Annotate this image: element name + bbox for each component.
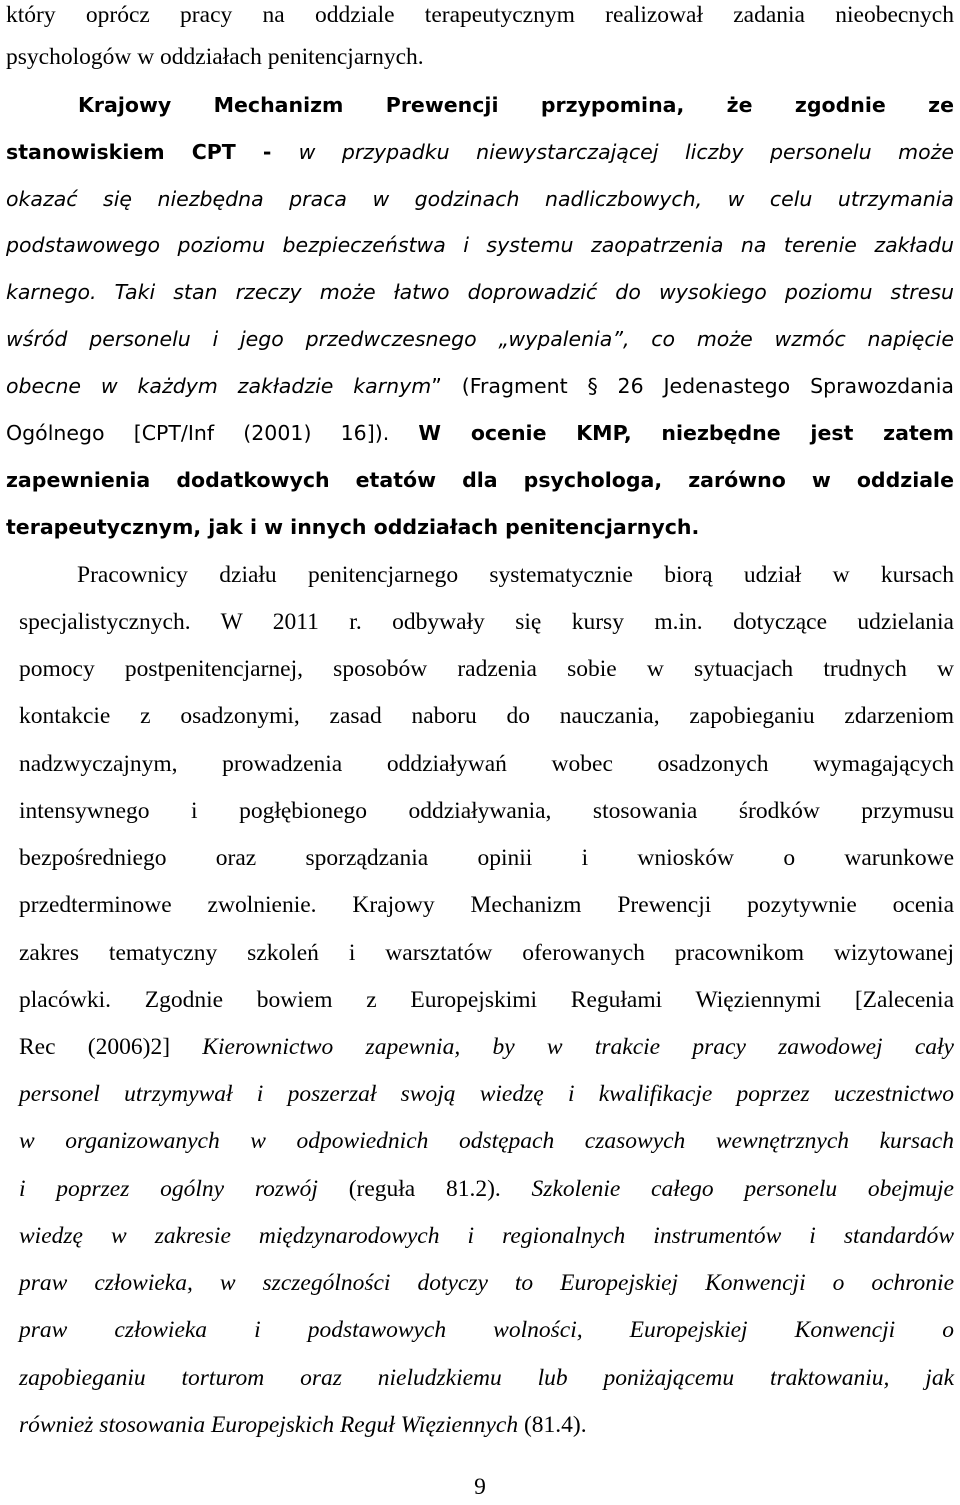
paragraph3-line19 bbox=[19, 1410, 954, 1440]
paragraph2-line7-regular: ” (Fragment § 26 Jedenastego Sprawozdania bbox=[431, 374, 954, 398]
paragraph2-line4: podstawowego poziomu bezpieczeństwa i systemu zaopatrzenia na terenie zakładu bbox=[6, 233, 954, 257]
page-number: 9 bbox=[474, 1474, 486, 1500]
paragraph3-line11 bbox=[19, 1032, 954, 1062]
paragraph3-line11-italic: Kierownictwo zapewnia, by w trakcie pracy zawodowej cały bbox=[202, 1034, 954, 1060]
paragraph3-line4: kontakcie z osadzonymi, zasad naboru do nauczania, zapobieganiu zdarzeniom bbox=[19, 703, 954, 729]
paragraph3-line17: praw człowieka i podstawowych wolności, Europejskiej Konwencji o bbox=[19, 1317, 954, 1343]
paragraph3-line3: pomocy postpenitencjarnej, sposobów radzenia sobie w sytuacjach trudnych w bbox=[19, 656, 954, 682]
paragraph3-line7: bezpośredniego oraz sporządzania opinii i wniosków o warunkowe bbox=[19, 845, 954, 871]
paragraph2-line2-italic: w przypadku niewystarczającej liczby personelu może bbox=[298, 140, 955, 164]
paragraph2-line3: okazać się niezbędna praca w godzinach nadliczbowych, w celu utrzymania bbox=[6, 187, 954, 211]
paragraph2-line9: zapewnienia dodatkowych etatów dla psychologa, zarówno w oddziale bbox=[6, 468, 954, 492]
paragraph2-line2 bbox=[6, 137, 954, 167]
paragraph1-line1: który oprócz pracy na oddziale terapeutycznym realizował zadania nieobecnych bbox=[6, 2, 954, 28]
paragraph3-line14-regular: (reguła 81.2). bbox=[317, 1176, 532, 1202]
paragraph3-line15: wiedzę w zakresie międzynarodowych i regionalnych instrumentów i standardów bbox=[19, 1223, 954, 1249]
paragraph3-line11-regular: Rec (2006)2] bbox=[19, 1034, 203, 1060]
paragraph2-line2-bold: stanowiskiem CPT - bbox=[6, 140, 299, 164]
paragraph3-line8: przedterminowe zwolnienie. Krajowy Mechanizm Prewencji pozytywnie ocenia bbox=[19, 892, 954, 918]
paragraph3-line1: Pracownicy działu penitencjarnego systematycznie biorą udział w kursach bbox=[77, 562, 954, 588]
paragraph3-line18: zapobieganiu torturom oraz nieludzkiemu lub poniżającemu traktowaniu, jak bbox=[19, 1365, 954, 1391]
paragraph3-line14-italic: i poprzez ogólny rozwój bbox=[19, 1176, 318, 1202]
paragraph2-line7 bbox=[6, 371, 954, 401]
paragraph3-line13: w organizowanych w odpowiednich odstępach czasowych wewnętrznych kursach bbox=[19, 1128, 954, 1154]
paragraph3-line14 bbox=[19, 1174, 954, 1204]
paragraph2-line8-bold: W ocenie KMP, niezbędne jest zatem bbox=[418, 421, 955, 445]
paragraph3-line5: nadzwyczajnym, prowadzenia oddziaływań wobec osadzonych wymagających bbox=[19, 751, 954, 777]
paragraph2-line8 bbox=[6, 418, 954, 448]
paragraph2-line10: terapeutycznym, jak i w innych oddziałach penitencjarnych. bbox=[6, 515, 700, 539]
paragraph2-line1: Krajowy Mechanizm Prewencji przypomina, że zgodnie ze bbox=[78, 93, 954, 117]
paragraph3-line14-italic-end: Szkolenie całego personelu obejmuje bbox=[531, 1176, 954, 1202]
paragraph3-line9: zakres tematyczny szkoleń i warsztatów oferowanych pracownikom wizytowanej bbox=[19, 940, 954, 966]
paragraph3-line6: intensywnego i pogłębionego oddziaływania, stosowania środków przymusu bbox=[19, 798, 954, 824]
paragraph2-line7-italic: obecne w każdym zakładzie karnym bbox=[6, 374, 432, 398]
paragraph3-line19-italic: również stosowania Europejskich Reguł Więziennych bbox=[19, 1412, 519, 1438]
paragraph2-line6: wśród personelu i jego przedwczesnego „wypalenia”, co może wzmóc napięcie bbox=[6, 327, 954, 351]
paragraph2-line5: karnego. Taki stan rzeczy może łatwo doprowadzić do wysokiego poziomu stresu bbox=[6, 280, 954, 304]
paragraph2-line8-regular: Ogólnego [CPT/Inf (2001) 16]). bbox=[6, 421, 419, 445]
paragraph3-line10: placówki. Zgodnie bowiem z Europejskimi Regułami Więziennymi [Zalecenia bbox=[19, 987, 954, 1013]
paragraph3-line12: personel utrzymywał i poszerzał swoją wiedzę i kwalifikacje poprzez uczestnictwo bbox=[19, 1081, 954, 1107]
paragraph3-line2: specjalistycznych. W 2011 r. odbywały się kursy m.in. dotyczące udzielania bbox=[19, 609, 954, 635]
paragraph3-line16: praw człowieka, w szczególności dotyczy to Europejskiej Konwencji o ochronie bbox=[19, 1270, 954, 1296]
paragraph3-line19-regular: (81.4). bbox=[518, 1412, 587, 1438]
paragraph1-line2: psychologów w oddziałach penitencjarnych. bbox=[6, 44, 424, 70]
